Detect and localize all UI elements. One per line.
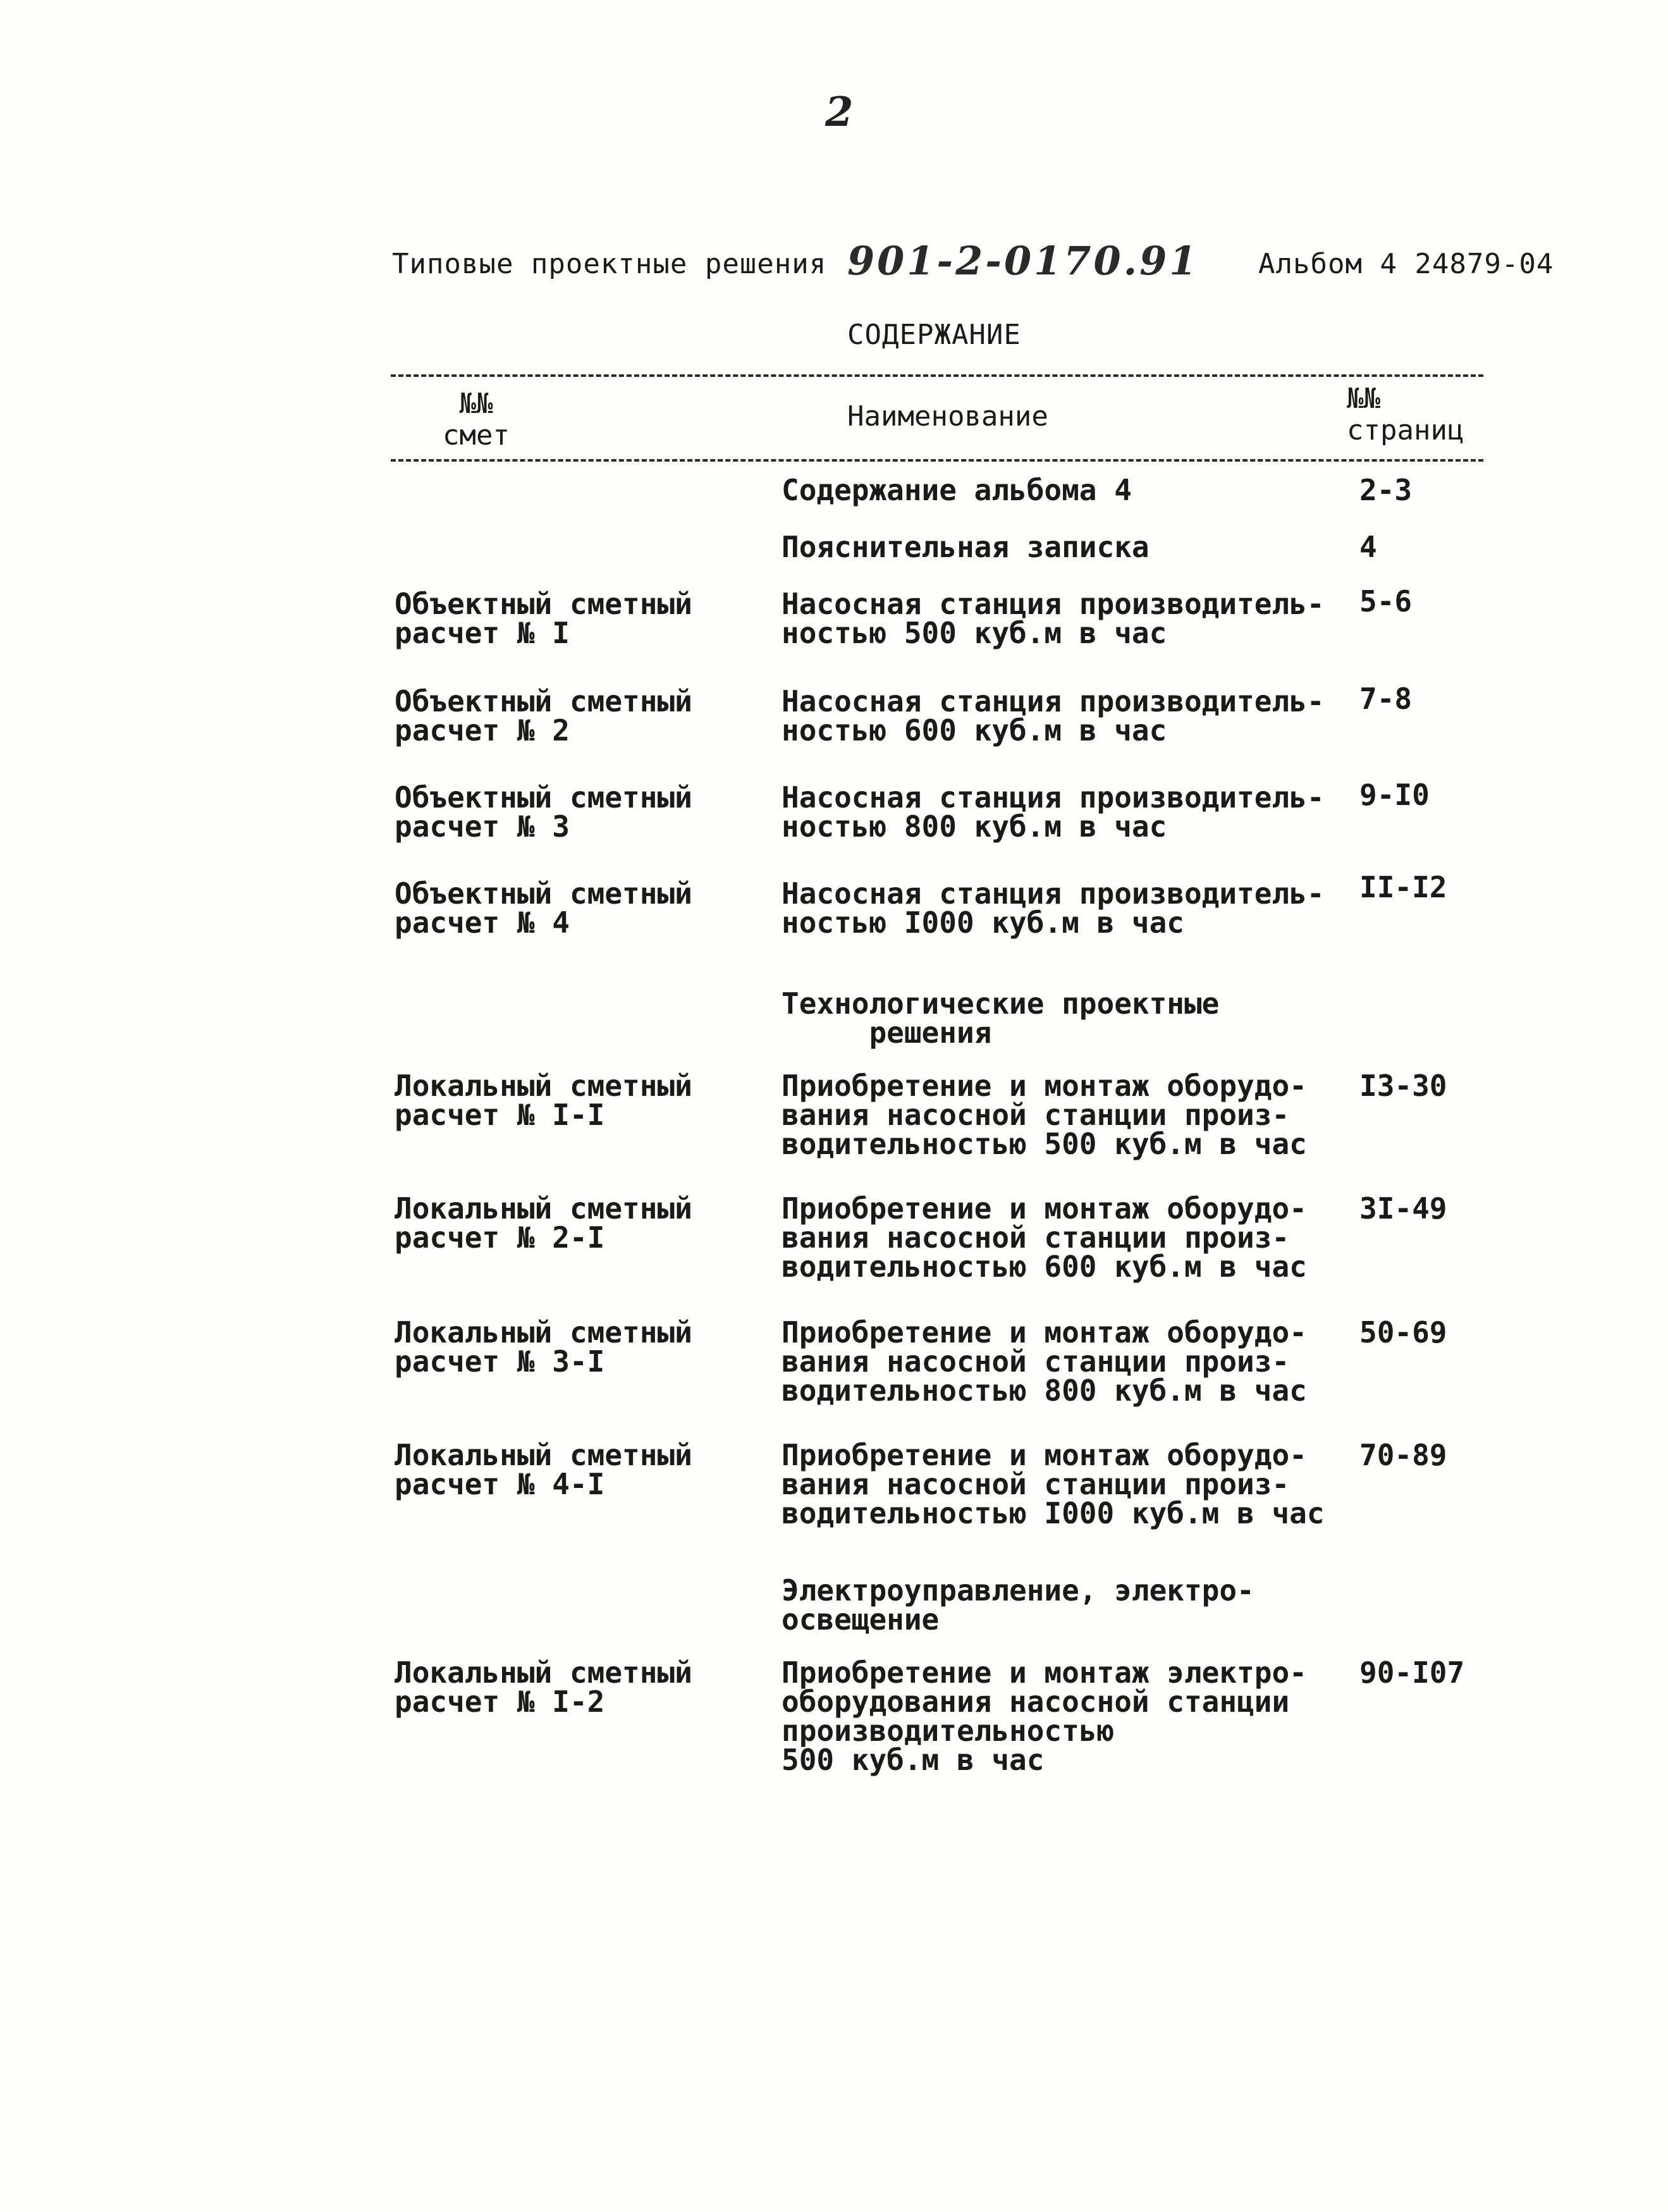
pages-cell: II-I2 [1359,870,1447,904]
column-header-estimates [443,388,510,452]
estimate-cell: Локальный сметный расчет № 2-I [395,1191,692,1255]
estimate-cell: Локальный сметный расчет № I-2 [395,1656,692,1719]
pages-cell: 5-6 [1359,584,1413,618]
table-header-rule [391,459,1483,462]
column-header-pages-line2: страниц [1347,414,1464,446]
name-cell: Пояснительная записка [782,530,1150,564]
column-header-name: Наименование [847,400,1048,433]
estimate-cell: Локальный сметный расчет № 3-I [395,1315,692,1379]
pages-cell: 2-3 [1359,473,1413,507]
name-cell: Приобретение и монтаж оборудо- вания насосной станции произ- водительностью 500 куб.м в час [782,1069,1307,1161]
column-header-pages [1347,383,1464,446]
pages-cell: 3I-49 [1359,1191,1447,1226]
estimate-cell: Объектный сметный расчет № 4 [395,876,692,940]
pages-cell: I3-30 [1359,1069,1447,1103]
page-number: 2 [825,89,854,136]
estimate-cell: Локальный сметный расчет № I-I [395,1069,692,1132]
estimate-cell: Объектный сметный расчет № 2 [395,684,692,747]
header-album: Альбом 4 24879-04 [1258,248,1554,280]
header-title: Типовые проектные решения [392,248,827,280]
name-cell: Насосная станция производитель- ностью I000 куб.м в час [782,876,1325,940]
name-cell: Насосная станция производитель- ностью 800 куб.м в час [782,780,1325,844]
name-cell: Приобретение и монтаж оборудо- вания насосной станции произ- водительностью I000 куб.м в час [782,1438,1325,1530]
column-header-pages-line1: №№ [1347,383,1380,415]
section-heading: Электроуправление, электро- освещение [782,1573,1254,1637]
column-header-estimates-line2: смет [443,419,510,452]
table-top-rule [391,374,1483,377]
pages-cell: 4 [1359,530,1377,564]
name-cell: Приобретение и монтаж электро- оборудования насосной станции производительностью 500 куб.м в час [782,1656,1307,1777]
contents-heading: СОДЕРЖАНИЕ [847,319,1021,351]
estimate-cell: Объектный сметный расчет № I [395,587,692,650]
name-cell: Приобретение и монтаж оборудо- вания насосной станции произ- водительностью 800 куб.м в час [782,1315,1307,1408]
name-cell: Насосная станция производитель- ностью 600 куб.м в час [782,684,1325,747]
section-heading: Технологические проектные решения [782,986,1220,1050]
name-cell: Приобретение и монтаж оборудо- вания насосной станции произ- водительностью 600 куб.м в час [782,1191,1307,1284]
pages-cell: 9-I0 [1359,778,1430,812]
pages-cell: 70-89 [1359,1438,1447,1472]
header-code: 901-2-0170.91 [847,238,1199,284]
pages-cell: 7-8 [1359,682,1413,716]
estimate-cell: Локальный сметный расчет № 4-I [395,1438,692,1501]
column-header-estimates-line1: №№ [459,388,493,420]
name-cell: Содержание альбома 4 [782,473,1132,507]
estimate-cell: Объектный сметный расчет № 3 [395,780,692,844]
name-cell: Насосная станция производитель- ностью 500 куб.м в час [782,587,1325,650]
pages-cell: 50-69 [1359,1315,1447,1349]
pages-cell: 90-I07 [1359,1656,1465,1690]
